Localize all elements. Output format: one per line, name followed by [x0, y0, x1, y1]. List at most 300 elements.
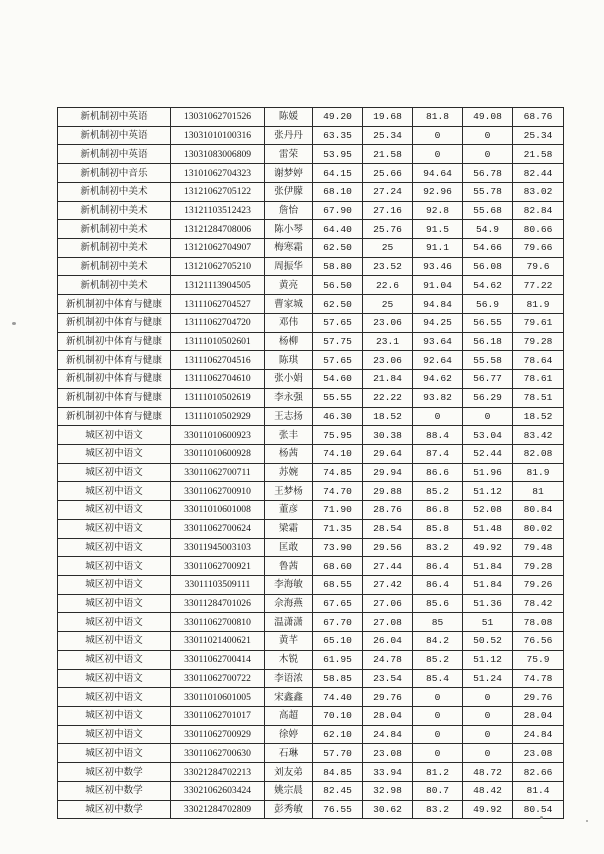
total-score-cell: 74.78	[513, 669, 564, 688]
position-cell: 城区初中语文	[58, 519, 171, 538]
name-cell: 刘友弟	[265, 763, 313, 782]
position-cell: 新机制初中体育与健康	[58, 332, 171, 351]
written-weighted-cell: 19.68	[363, 108, 413, 127]
name-cell: 曹家城	[265, 295, 313, 314]
position-cell: 城区初中语文	[58, 501, 171, 520]
position-cell: 新机制初中英语	[58, 108, 171, 127]
table-row	[58, 557, 564, 576]
position-cell: 城区初中数学	[58, 763, 171, 782]
interview-score-cell: 0	[413, 145, 463, 164]
position-cell: 新机制初中美术	[58, 182, 171, 201]
exam-id-cell: 33011062700414	[171, 650, 265, 669]
table-row	[58, 781, 564, 800]
written-score-cell: 58.85	[313, 669, 363, 688]
written-weighted-cell: 25	[363, 239, 413, 258]
total-score-cell: 79.66	[513, 239, 564, 258]
interview-score-cell: 85.2	[413, 482, 463, 501]
position-cell: 城区初中语文	[58, 688, 171, 707]
interview-score-cell: 83.2	[413, 800, 463, 819]
table-row	[58, 538, 564, 557]
total-score-cell: 79.6	[513, 257, 564, 276]
written-weighted-cell: 29.76	[363, 688, 413, 707]
name-cell: 陈小琴	[265, 220, 313, 239]
table-row	[58, 313, 564, 332]
table-row	[58, 126, 564, 145]
exam-id-cell: 13121113904505	[171, 276, 265, 295]
interview-score-cell: 93.46	[413, 257, 463, 276]
name-cell: 鲁茜	[265, 557, 313, 576]
total-score-cell: 18.52	[513, 407, 564, 426]
written-score-cell: 73.90	[313, 538, 363, 557]
exam-id-cell: 13111062704720	[171, 313, 265, 332]
name-cell: 詹怡	[265, 201, 313, 220]
written-score-cell: 57.65	[313, 313, 363, 332]
total-score-cell: 78.64	[513, 351, 564, 370]
total-score-cell: 81	[513, 482, 564, 501]
total-score-cell: 79.26	[513, 575, 564, 594]
exam-id-cell: 33011062700624	[171, 519, 265, 538]
interview-weighted-cell: 51.12	[463, 482, 513, 501]
interview-weighted-cell: 51.84	[463, 557, 513, 576]
written-score-cell: 49.20	[313, 108, 363, 127]
written-score-cell: 54.60	[313, 370, 363, 389]
written-score-cell: 57.70	[313, 744, 363, 763]
table-row	[58, 688, 564, 707]
table-row	[58, 164, 564, 183]
position-cell: 新机制初中音乐	[58, 164, 171, 183]
interview-weighted-cell: 53.04	[463, 426, 513, 445]
exam-id-cell: 13111062704610	[171, 370, 265, 389]
written-weighted-cell: 30.62	[363, 800, 413, 819]
exam-id-cell: 33011062701017	[171, 707, 265, 726]
exam-id-cell: 33011010601008	[171, 501, 265, 520]
written-score-cell: 56.50	[313, 276, 363, 295]
interview-score-cell: 85.6	[413, 594, 463, 613]
interview-weighted-cell: 0	[463, 126, 513, 145]
exam-id-cell: 33011062700810	[171, 613, 265, 632]
position-cell: 城区初中语文	[58, 669, 171, 688]
table-row	[58, 519, 564, 538]
interview-weighted-cell: 0	[463, 725, 513, 744]
interview-weighted-cell: 48.72	[463, 763, 513, 782]
total-score-cell: 80.84	[513, 501, 564, 520]
total-score-cell: 79.48	[513, 538, 564, 557]
written-score-cell: 62.50	[313, 295, 363, 314]
written-weighted-cell: 28.04	[363, 707, 413, 726]
table-row	[58, 463, 564, 482]
name-cell: 杨柳	[265, 332, 313, 351]
name-cell: 彭秀敏	[265, 800, 313, 819]
total-score-cell: 83.02	[513, 182, 564, 201]
exam-id-cell: 13121062705210	[171, 257, 265, 276]
written-weighted-cell: 29.88	[363, 482, 413, 501]
interview-weighted-cell: 54.66	[463, 239, 513, 258]
exam-id-cell: 33011062700921	[171, 557, 265, 576]
interview-weighted-cell: 49.92	[463, 800, 513, 819]
position-cell: 城区初中语文	[58, 613, 171, 632]
written-score-cell: 68.55	[313, 575, 363, 594]
name-cell: 梁霜	[265, 519, 313, 538]
written-score-cell: 55.55	[313, 388, 363, 407]
total-score-cell: 77.22	[513, 276, 564, 295]
interview-score-cell: 93.82	[413, 388, 463, 407]
table-row	[58, 800, 564, 819]
table-row	[58, 407, 564, 426]
table-row	[58, 351, 564, 370]
interview-weighted-cell: 0	[463, 688, 513, 707]
name-cell: 陈琪	[265, 351, 313, 370]
interview-weighted-cell: 56.18	[463, 332, 513, 351]
position-cell: 城区初中语文	[58, 444, 171, 463]
position-cell: 新机制初中美术	[58, 257, 171, 276]
total-score-cell: 79.28	[513, 332, 564, 351]
written-weighted-cell: 25.66	[363, 164, 413, 183]
table-row	[58, 426, 564, 445]
total-score-cell: 24.84	[513, 725, 564, 744]
name-cell: 李语浓	[265, 669, 313, 688]
table-row	[58, 669, 564, 688]
interview-score-cell: 93.64	[413, 332, 463, 351]
exam-id-cell: 13031062701526	[171, 108, 265, 127]
written-weighted-cell: 27.08	[363, 613, 413, 632]
interview-score-cell: 85.2	[413, 650, 463, 669]
interview-score-cell: 0	[413, 407, 463, 426]
interview-score-cell: 94.64	[413, 164, 463, 183]
interview-score-cell: 85.8	[413, 519, 463, 538]
interview-weighted-cell: 49.08	[463, 108, 513, 127]
position-cell: 新机制初中体育与健康	[58, 313, 171, 332]
written-score-cell: 74.10	[313, 444, 363, 463]
exam-id-cell: 33011284701026	[171, 594, 265, 613]
written-weighted-cell: 29.64	[363, 444, 413, 463]
name-cell: 张伊朦	[265, 182, 313, 201]
position-cell: 城区初中语文	[58, 463, 171, 482]
total-score-cell: 75.9	[513, 650, 564, 669]
name-cell: 温潇潇	[265, 613, 313, 632]
table-row	[58, 220, 564, 239]
position-cell: 新机制初中英语	[58, 126, 171, 145]
interview-weighted-cell: 51	[463, 613, 513, 632]
interview-weighted-cell: 0	[463, 707, 513, 726]
total-score-cell: 82.44	[513, 164, 564, 183]
interview-score-cell: 0	[413, 725, 463, 744]
name-cell: 张丰	[265, 426, 313, 445]
table-row	[58, 594, 564, 613]
written-score-cell: 71.90	[313, 501, 363, 520]
interview-score-cell: 84.2	[413, 632, 463, 651]
interview-score-cell: 92.8	[413, 201, 463, 220]
written-score-cell: 62.50	[313, 239, 363, 258]
table-row	[58, 613, 564, 632]
written-weighted-cell: 25	[363, 295, 413, 314]
written-score-cell: 74.40	[313, 688, 363, 707]
name-cell: 徐婷	[265, 725, 313, 744]
table-row	[58, 575, 564, 594]
total-score-cell: 82.08	[513, 444, 564, 463]
written-score-cell: 67.70	[313, 613, 363, 632]
name-cell: 木锐	[265, 650, 313, 669]
total-score-cell: 78.42	[513, 594, 564, 613]
table-row	[58, 201, 564, 220]
exam-id-cell: 33011945003103	[171, 538, 265, 557]
name-cell: 邓伟	[265, 313, 313, 332]
total-score-cell: 80.66	[513, 220, 564, 239]
name-cell: 李永强	[265, 388, 313, 407]
interview-weighted-cell: 52.08	[463, 501, 513, 520]
table-row	[58, 444, 564, 463]
written-score-cell: 71.35	[313, 519, 363, 538]
total-score-cell: 21.58	[513, 145, 564, 164]
written-score-cell: 53.95	[313, 145, 363, 164]
written-weighted-cell: 23.06	[363, 351, 413, 370]
written-score-cell: 67.90	[313, 201, 363, 220]
interview-weighted-cell: 50.52	[463, 632, 513, 651]
table-row	[58, 501, 564, 520]
interview-score-cell: 94.25	[413, 313, 463, 332]
interview-weighted-cell: 51.12	[463, 650, 513, 669]
position-cell: 新机制初中体育与健康	[58, 351, 171, 370]
exam-id-cell: 13121284708006	[171, 220, 265, 239]
written-weighted-cell: 26.04	[363, 632, 413, 651]
written-score-cell: 75.95	[313, 426, 363, 445]
written-weighted-cell: 27.44	[363, 557, 413, 576]
position-cell: 城区初中语文	[58, 744, 171, 763]
table-row	[58, 482, 564, 501]
interview-weighted-cell: 0	[463, 407, 513, 426]
total-score-cell: 78.51	[513, 388, 564, 407]
table-row	[58, 295, 564, 314]
written-weighted-cell: 27.42	[363, 575, 413, 594]
exam-id-cell: 13111010502601	[171, 332, 265, 351]
interview-score-cell: 91.04	[413, 276, 463, 295]
interview-score-cell: 85.4	[413, 669, 463, 688]
written-weighted-cell: 28.54	[363, 519, 413, 538]
interview-score-cell: 87.4	[413, 444, 463, 463]
position-cell: 城区初中语文	[58, 575, 171, 594]
table-row	[58, 744, 564, 763]
interview-score-cell: 94.84	[413, 295, 463, 314]
table-row	[58, 108, 564, 127]
name-cell: 李海敏	[265, 575, 313, 594]
interview-weighted-cell: 0	[463, 744, 513, 763]
name-cell: 匡敢	[265, 538, 313, 557]
table-row	[58, 388, 564, 407]
interview-score-cell: 0	[413, 688, 463, 707]
written-weighted-cell: 23.1	[363, 332, 413, 351]
position-cell: 新机制初中美术	[58, 201, 171, 220]
written-score-cell: 62.10	[313, 725, 363, 744]
exam-id-cell: 13111062704516	[171, 351, 265, 370]
position-cell: 新机制初中美术	[58, 220, 171, 239]
written-weighted-cell: 27.24	[363, 182, 413, 201]
interview-weighted-cell: 56.29	[463, 388, 513, 407]
table-row	[58, 763, 564, 782]
written-score-cell: 57.65	[313, 351, 363, 370]
written-score-cell: 65.10	[313, 632, 363, 651]
name-cell: 宋鑫鑫	[265, 688, 313, 707]
written-score-cell: 82.45	[313, 781, 363, 800]
exam-id-cell: 13111010502619	[171, 388, 265, 407]
position-cell: 城区初中语文	[58, 426, 171, 445]
total-score-cell: 81.4	[513, 781, 564, 800]
exam-id-cell: 13111010502929	[171, 407, 265, 426]
total-score-cell: 29.76	[513, 688, 564, 707]
position-cell: 城区初中数学	[58, 781, 171, 800]
written-weighted-cell: 22.22	[363, 388, 413, 407]
total-score-cell: 25.34	[513, 126, 564, 145]
table-row	[58, 276, 564, 295]
position-cell: 城区初中语文	[58, 594, 171, 613]
interview-weighted-cell: 51.96	[463, 463, 513, 482]
total-score-cell: 83.42	[513, 426, 564, 445]
interview-weighted-cell: 54.9	[463, 220, 513, 239]
interview-score-cell: 91.5	[413, 220, 463, 239]
interview-score-cell: 86.8	[413, 501, 463, 520]
written-weighted-cell: 28.76	[363, 501, 413, 520]
written-score-cell: 76.55	[313, 800, 363, 819]
written-score-cell: 46.30	[313, 407, 363, 426]
position-cell: 城区初中语文	[58, 725, 171, 744]
position-cell: 新机制初中体育与健康	[58, 370, 171, 389]
written-score-cell: 84.85	[313, 763, 363, 782]
exam-id-cell: 33011103509111	[171, 575, 265, 594]
name-cell: 苏婉	[265, 463, 313, 482]
name-cell: 杨茜	[265, 444, 313, 463]
interview-score-cell: 0	[413, 126, 463, 145]
total-score-cell: 23.08	[513, 744, 564, 763]
exam-id-cell: 13121062704907	[171, 239, 265, 258]
table-row	[58, 725, 564, 744]
written-score-cell: 74.70	[313, 482, 363, 501]
name-cell: 张丹丹	[265, 126, 313, 145]
written-weighted-cell: 27.16	[363, 201, 413, 220]
name-cell: 雷荣	[265, 145, 313, 164]
total-score-cell: 81.9	[513, 463, 564, 482]
total-score-cell: 80.02	[513, 519, 564, 538]
total-score-cell: 78.08	[513, 613, 564, 632]
name-cell: 周振华	[265, 257, 313, 276]
exam-id-cell: 13121062705122	[171, 182, 265, 201]
name-cell: 姚宗晨	[265, 781, 313, 800]
interview-score-cell: 83.2	[413, 538, 463, 557]
written-score-cell: 68.10	[313, 182, 363, 201]
written-weighted-cell: 25.34	[363, 126, 413, 145]
interview-score-cell: 91.1	[413, 239, 463, 258]
interview-weighted-cell: 49.92	[463, 538, 513, 557]
name-cell: 董彦	[265, 501, 313, 520]
written-score-cell: 64.40	[313, 220, 363, 239]
total-score-cell: 79.61	[513, 313, 564, 332]
interview-score-cell: 86.4	[413, 575, 463, 594]
total-score-cell: 28.04	[513, 707, 564, 726]
interview-score-cell: 0	[413, 707, 463, 726]
interview-weighted-cell: 55.58	[463, 351, 513, 370]
written-score-cell: 63.35	[313, 126, 363, 145]
scan-speck	[540, 816, 543, 819]
table-row	[58, 332, 564, 351]
exam-id-cell: 13111062704527	[171, 295, 265, 314]
name-cell: 陈媛	[265, 108, 313, 127]
written-weighted-cell: 29.94	[363, 463, 413, 482]
interview-score-cell: 92.64	[413, 351, 463, 370]
scan-speck	[586, 820, 588, 822]
interview-score-cell: 88.4	[413, 426, 463, 445]
table-row	[58, 650, 564, 669]
interview-score-cell: 94.62	[413, 370, 463, 389]
interview-score-cell: 81.2	[413, 763, 463, 782]
interview-score-cell: 86.4	[413, 557, 463, 576]
table-row	[58, 707, 564, 726]
written-weighted-cell: 18.52	[363, 407, 413, 426]
position-cell: 城区初中语文	[58, 538, 171, 557]
name-cell: 张小娟	[265, 370, 313, 389]
exam-id-cell: 33011062700910	[171, 482, 265, 501]
exam-id-cell: 33011021400621	[171, 632, 265, 651]
interview-weighted-cell: 55.68	[463, 201, 513, 220]
interview-weighted-cell: 52.44	[463, 444, 513, 463]
interview-weighted-cell: 55.78	[463, 182, 513, 201]
exam-id-cell: 33021062603424	[171, 781, 265, 800]
position-cell: 新机制初中美术	[58, 276, 171, 295]
name-cell: 王梦杨	[265, 482, 313, 501]
exam-id-cell: 33021284702809	[171, 800, 265, 819]
position-cell: 城区初中语文	[58, 557, 171, 576]
position-cell: 新机制初中体育与健康	[58, 388, 171, 407]
exam-id-cell: 33011062700711	[171, 463, 265, 482]
name-cell: 黄亮	[265, 276, 313, 295]
interview-score-cell: 85	[413, 613, 463, 632]
written-score-cell: 67.65	[313, 594, 363, 613]
written-weighted-cell: 33.94	[363, 763, 413, 782]
interview-weighted-cell: 0	[463, 145, 513, 164]
exam-id-cell: 33011010600928	[171, 444, 265, 463]
name-cell: 谢梦婷	[265, 164, 313, 183]
position-cell: 新机制初中体育与健康	[58, 295, 171, 314]
total-score-cell: 82.84	[513, 201, 564, 220]
table-row	[58, 257, 564, 276]
exam-id-cell: 13031083006809	[171, 145, 265, 164]
interview-score-cell: 81.8	[413, 108, 463, 127]
table-row	[58, 182, 564, 201]
table-row	[58, 145, 564, 164]
written-weighted-cell: 32.98	[363, 781, 413, 800]
written-weighted-cell: 24.78	[363, 650, 413, 669]
written-score-cell: 61.95	[313, 650, 363, 669]
interview-score-cell: 0	[413, 744, 463, 763]
written-weighted-cell: 27.06	[363, 594, 413, 613]
position-cell: 新机制初中体育与健康	[58, 407, 171, 426]
position-cell: 新机制初中美术	[58, 239, 171, 258]
interview-weighted-cell: 56.55	[463, 313, 513, 332]
written-weighted-cell: 29.56	[363, 538, 413, 557]
written-weighted-cell: 23.52	[363, 257, 413, 276]
total-score-cell: 78.61	[513, 370, 564, 389]
name-cell: 王志扬	[265, 407, 313, 426]
interview-weighted-cell: 56.78	[463, 164, 513, 183]
written-score-cell: 58.80	[313, 257, 363, 276]
interview-weighted-cell: 51.48	[463, 519, 513, 538]
written-weighted-cell: 25.76	[363, 220, 413, 239]
written-score-cell: 74.85	[313, 463, 363, 482]
written-weighted-cell: 21.58	[363, 145, 413, 164]
interview-score-cell: 80.7	[413, 781, 463, 800]
name-cell: 佘海燕	[265, 594, 313, 613]
written-weighted-cell: 23.54	[363, 669, 413, 688]
position-cell: 城区初中语文	[58, 482, 171, 501]
written-score-cell: 68.60	[313, 557, 363, 576]
name-cell: 梅寒霜	[265, 239, 313, 258]
written-weighted-cell: 22.6	[363, 276, 413, 295]
